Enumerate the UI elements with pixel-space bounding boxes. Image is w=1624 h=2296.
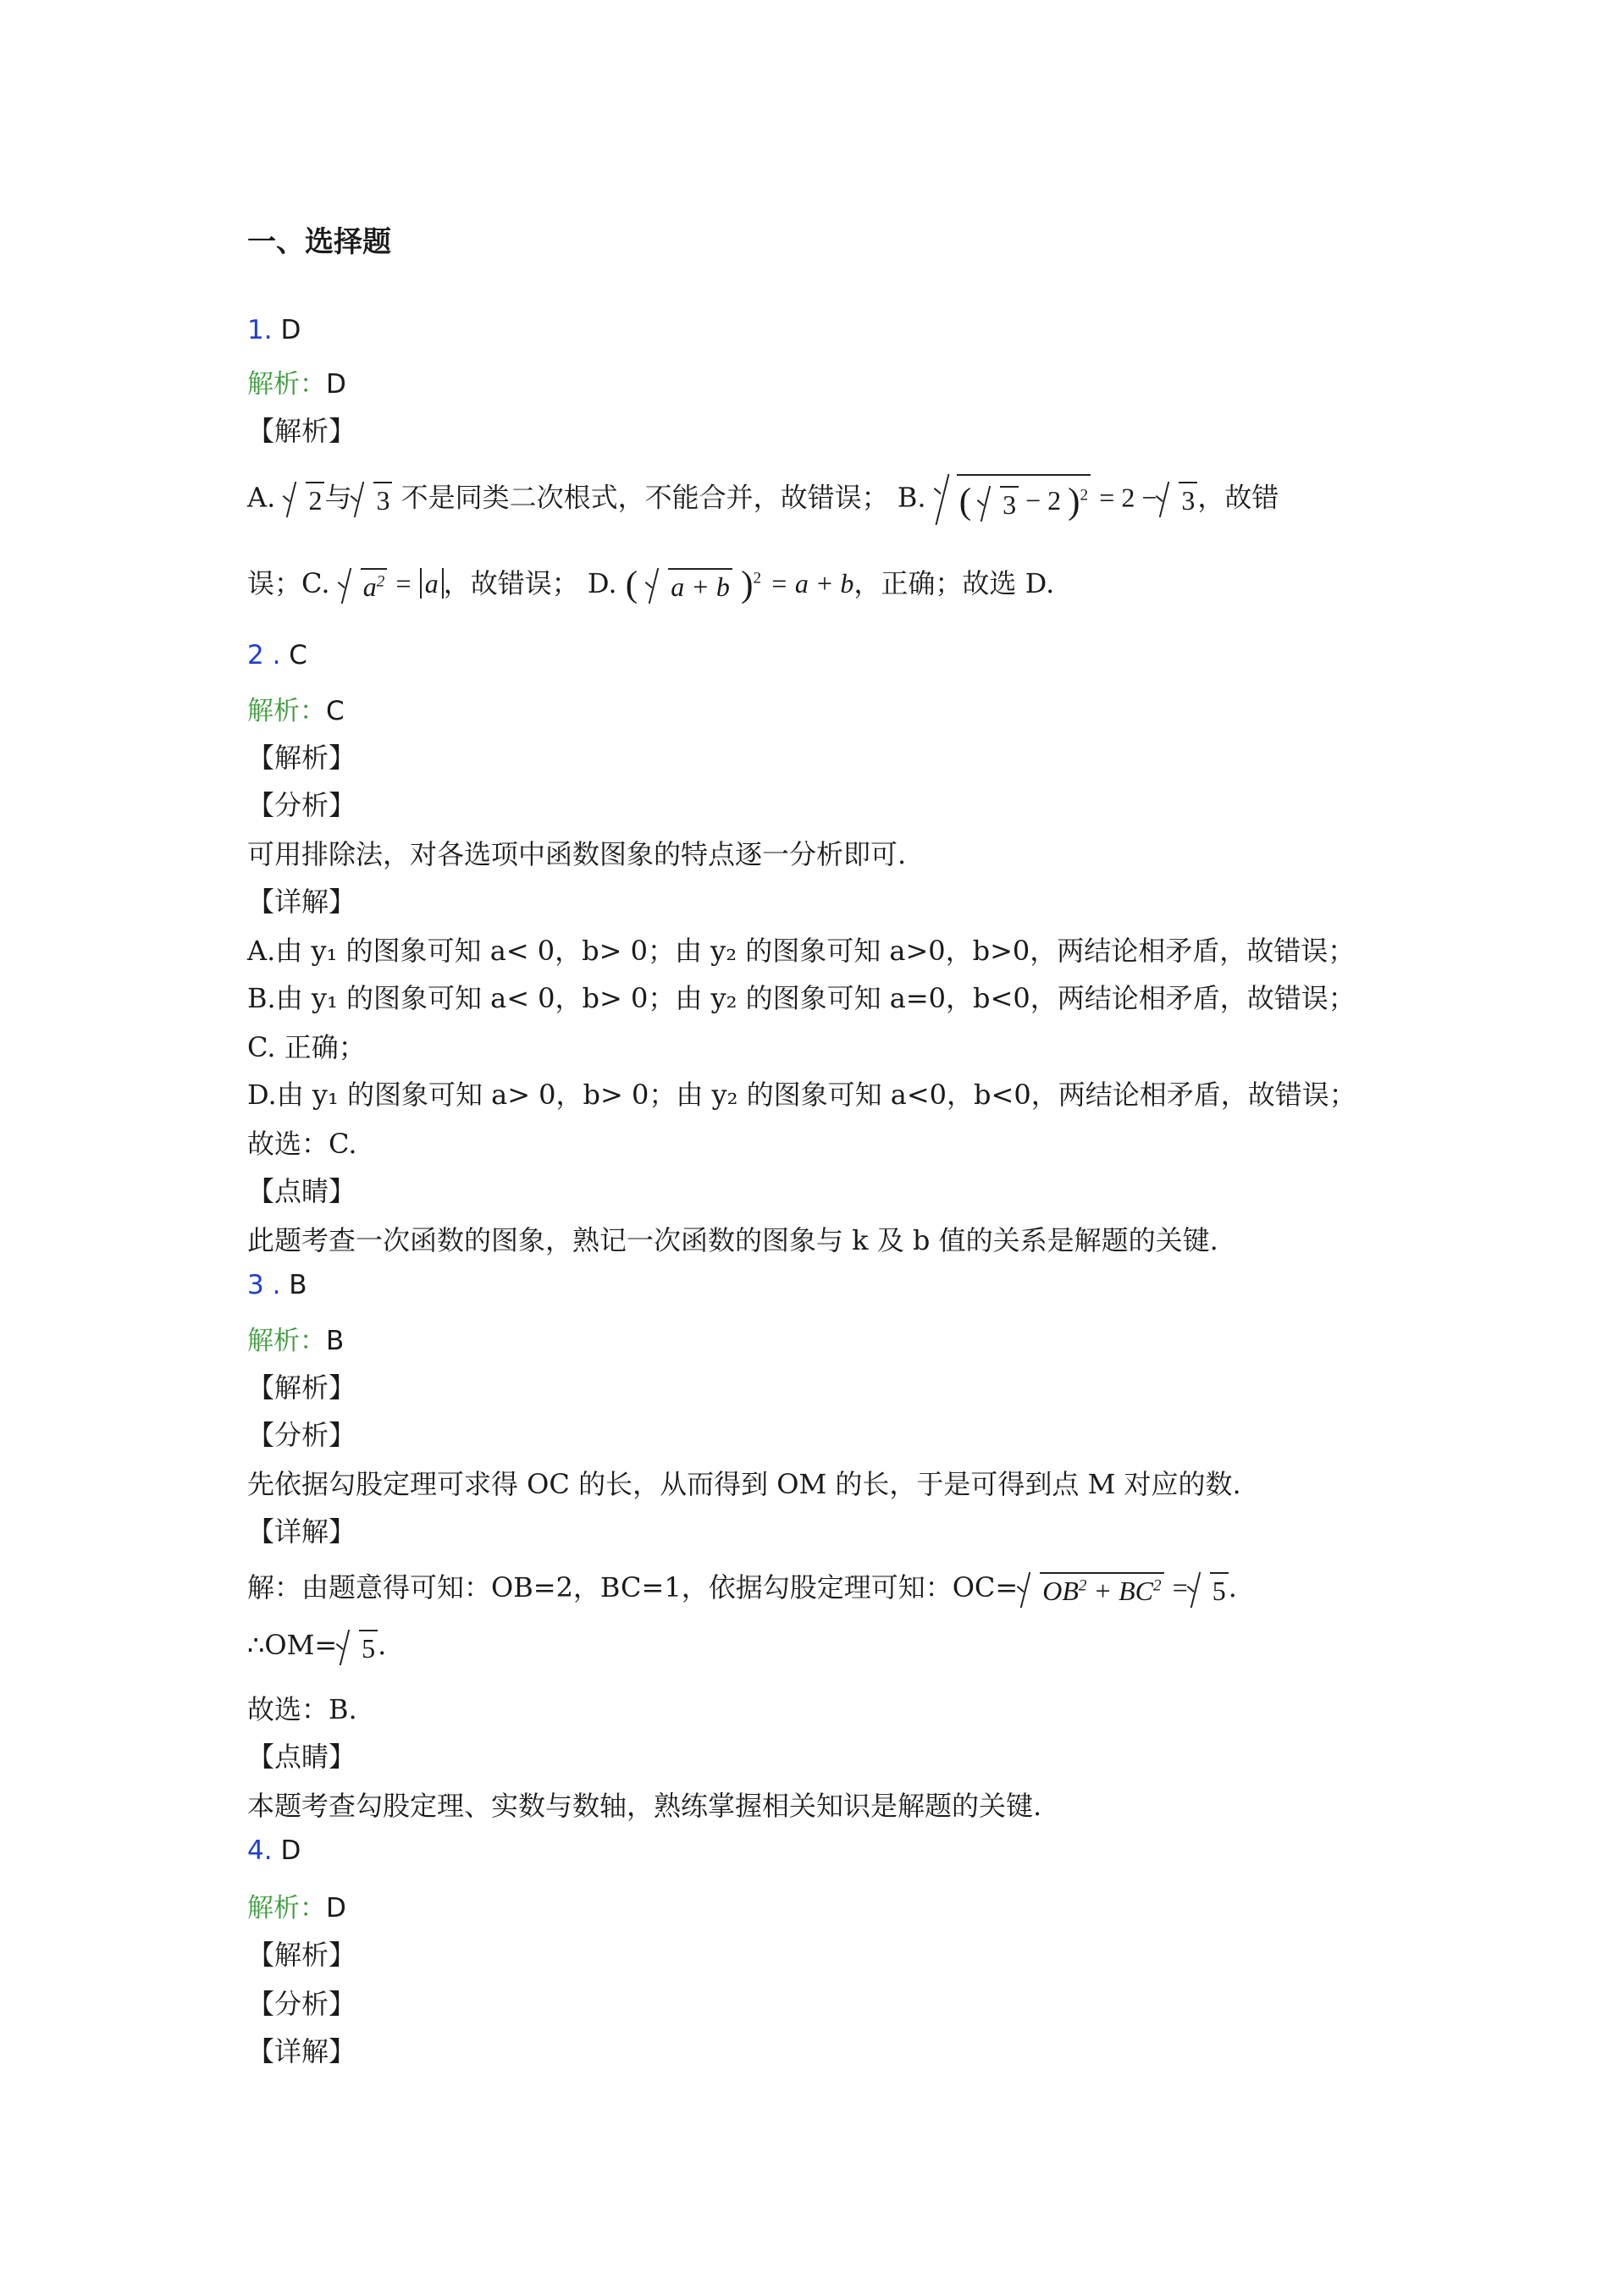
- q2-bracket-jiexi: 【解析】: [247, 742, 356, 774]
- q2-jiexi-value: C: [326, 696, 345, 726]
- q3-bracket-fenxi: 【分析】: [247, 1419, 356, 1451]
- abs-a: a: [420, 568, 444, 599]
- q3-bracket-dianjing: 【点睛】: [247, 1741, 356, 1773]
- q3-number-line: [247, 1270, 307, 1300]
- sqrt-5b: 5: [337, 1630, 378, 1665]
- sqrt-a-plus-b: a + b: [646, 568, 732, 604]
- q4-jiexi-label: 解析：: [247, 1893, 326, 1923]
- q2-bracket-fenxi: 【分析】: [247, 789, 356, 821]
- q2-number: 2 .: [247, 640, 281, 671]
- sqrt-ob2-bc2: $OB^2 + BC^2$: [1018, 1572, 1163, 1608]
- q2-dianjing: 此题考查一次函数的图象，熟记一次函数的图象与 k 及 b 值的关系是解题的关键.: [247, 1224, 1218, 1256]
- q3-jie-line: [247, 1566, 1237, 1608]
- q4-number: 4.: [247, 1835, 273, 1866]
- q2-line-b: B.由 y₁ 的图象可知 a< 0，b> 0；由 y₂ 的图象可知 a=0，b<0，两结论相矛盾，故错误；: [247, 982, 1356, 1014]
- sqrt-5: 5: [1188, 1572, 1229, 1608]
- q3-xuan: 故选：B.: [247, 1693, 357, 1725]
- q3-dianjing: 本题考查勾股定理、实数与数轴，熟练掌握相关知识是解题的关键.: [247, 1790, 1042, 1822]
- q3-jie-eq: =: [1172, 1572, 1188, 1603]
- q3-number: 3 .: [247, 1270, 281, 1300]
- q3-om-text: ∴OM=: [247, 1629, 338, 1661]
- q2-jiexi-label: 解析：: [247, 696, 326, 726]
- q1-option-a-label: A.: [247, 481, 276, 514]
- q2-bracket-dianjing: 【点睛】: [247, 1175, 356, 1207]
- q1-line1-text: 不是同类二次根式，不能合并，故错误；: [400, 481, 889, 514]
- q1-line2-text: ，故错误；: [443, 567, 579, 599]
- q2-answer: C: [289, 640, 307, 671]
- q2-jiexi: [247, 689, 345, 727]
- q1-line2-eq: = a + b: [770, 568, 854, 599]
- q3-jiexi-label: 解析：: [247, 1326, 326, 1356]
- q3-jie-text: 解：由题意得可知：OB=2，BC=1，依据勾股定理可知：OC=: [247, 1571, 1019, 1603]
- q3-jiexi-value: B: [326, 1326, 345, 1356]
- q1-line1-tail: ，故错: [1197, 481, 1279, 514]
- q3-jiexi: [247, 1319, 344, 1357]
- q1-option-d-label: D.: [587, 567, 617, 599]
- q2-line-c: C. 正确；: [247, 1031, 366, 1063]
- q1-line2-head: 误；C.: [247, 567, 330, 599]
- sqrt-3: 3: [351, 482, 392, 517]
- q1-jiexi-label: 解析：: [247, 369, 326, 400]
- q3-bracket-xiangjie: 【详解】: [247, 1515, 356, 1548]
- q4-jiexi-value: D: [326, 1893, 346, 1923]
- q3-om-end: .: [378, 1629, 387, 1661]
- sqrt-3b: 3: [1157, 482, 1197, 517]
- q1-bracket-jiexi: 【解析】: [247, 415, 356, 447]
- q4-bracket-fenxi: 【分析】: [247, 1988, 356, 2020]
- q1-option-b-label: B.: [897, 481, 926, 514]
- q1-line2: 误；C. $a^2 = a$ ，故错误； D. ( a + b )$^2$ = a + b，正确；故选 D.: [247, 565, 1055, 604]
- q2-xuan: 故选：C.: [247, 1128, 357, 1160]
- q2-bracket-xiangjie: 【详解】: [247, 886, 356, 918]
- q3-jie-end: .: [1228, 1571, 1237, 1603]
- q1-number-line: [247, 315, 301, 345]
- q4-number-line: [247, 1835, 301, 1866]
- q4-jiexi: [247, 1886, 346, 1924]
- q1-line1-yu: 与: [324, 481, 352, 514]
- q3-answer: B: [289, 1270, 307, 1300]
- sqrt-a-squared: $a^2$: [339, 568, 388, 604]
- q2-number-line: [247, 640, 307, 671]
- q1-answer: D: [280, 315, 301, 345]
- sqrt-2: 2: [284, 482, 324, 517]
- section-title: 一、选择题: [247, 225, 391, 259]
- q2-line-d: D.由 y₁ 的图象可知 a> 0，b> 0；由 y₂ 的图象可知 a<0，b<0，两结论相矛盾，故错误；: [247, 1079, 1356, 1111]
- q1-number: 1.: [247, 315, 273, 345]
- q3-bracket-jiexi: 【解析】: [247, 1372, 356, 1404]
- q4-bracket-xiangjie: 【详解】: [247, 2035, 356, 2067]
- q2-fenxi: 可用排除法，对各选项中函数图象的特点逐一分析即可.: [247, 838, 907, 870]
- q1-jiexi-value: D: [326, 369, 346, 400]
- q1-line2-tail: ，正确；故选 D.: [853, 567, 1055, 599]
- q1-line1-eq: = 2 −: [1099, 482, 1157, 513]
- q1-jiexi: [247, 362, 346, 400]
- q3-om-line: [247, 1629, 386, 1665]
- q2-line-a: A.由 y₁ 的图象可知 a< 0，b> 0；由 y₂ 的图象可知 a>0，b>0，两结论相矛盾，故错误；: [247, 935, 1356, 967]
- q3-fenxi: 先依据勾股定理可求得 OC 的长，从而得到 OM 的长，于是可得到点 M 对应的数.: [247, 1468, 1241, 1500]
- sqrt-outer: ( 3 − 2 )$^2$: [935, 474, 1091, 525]
- q4-answer: D: [280, 1835, 301, 1866]
- q1-line1: [247, 474, 1279, 525]
- q4-bracket-jiexi: 【解析】: [247, 1939, 356, 1971]
